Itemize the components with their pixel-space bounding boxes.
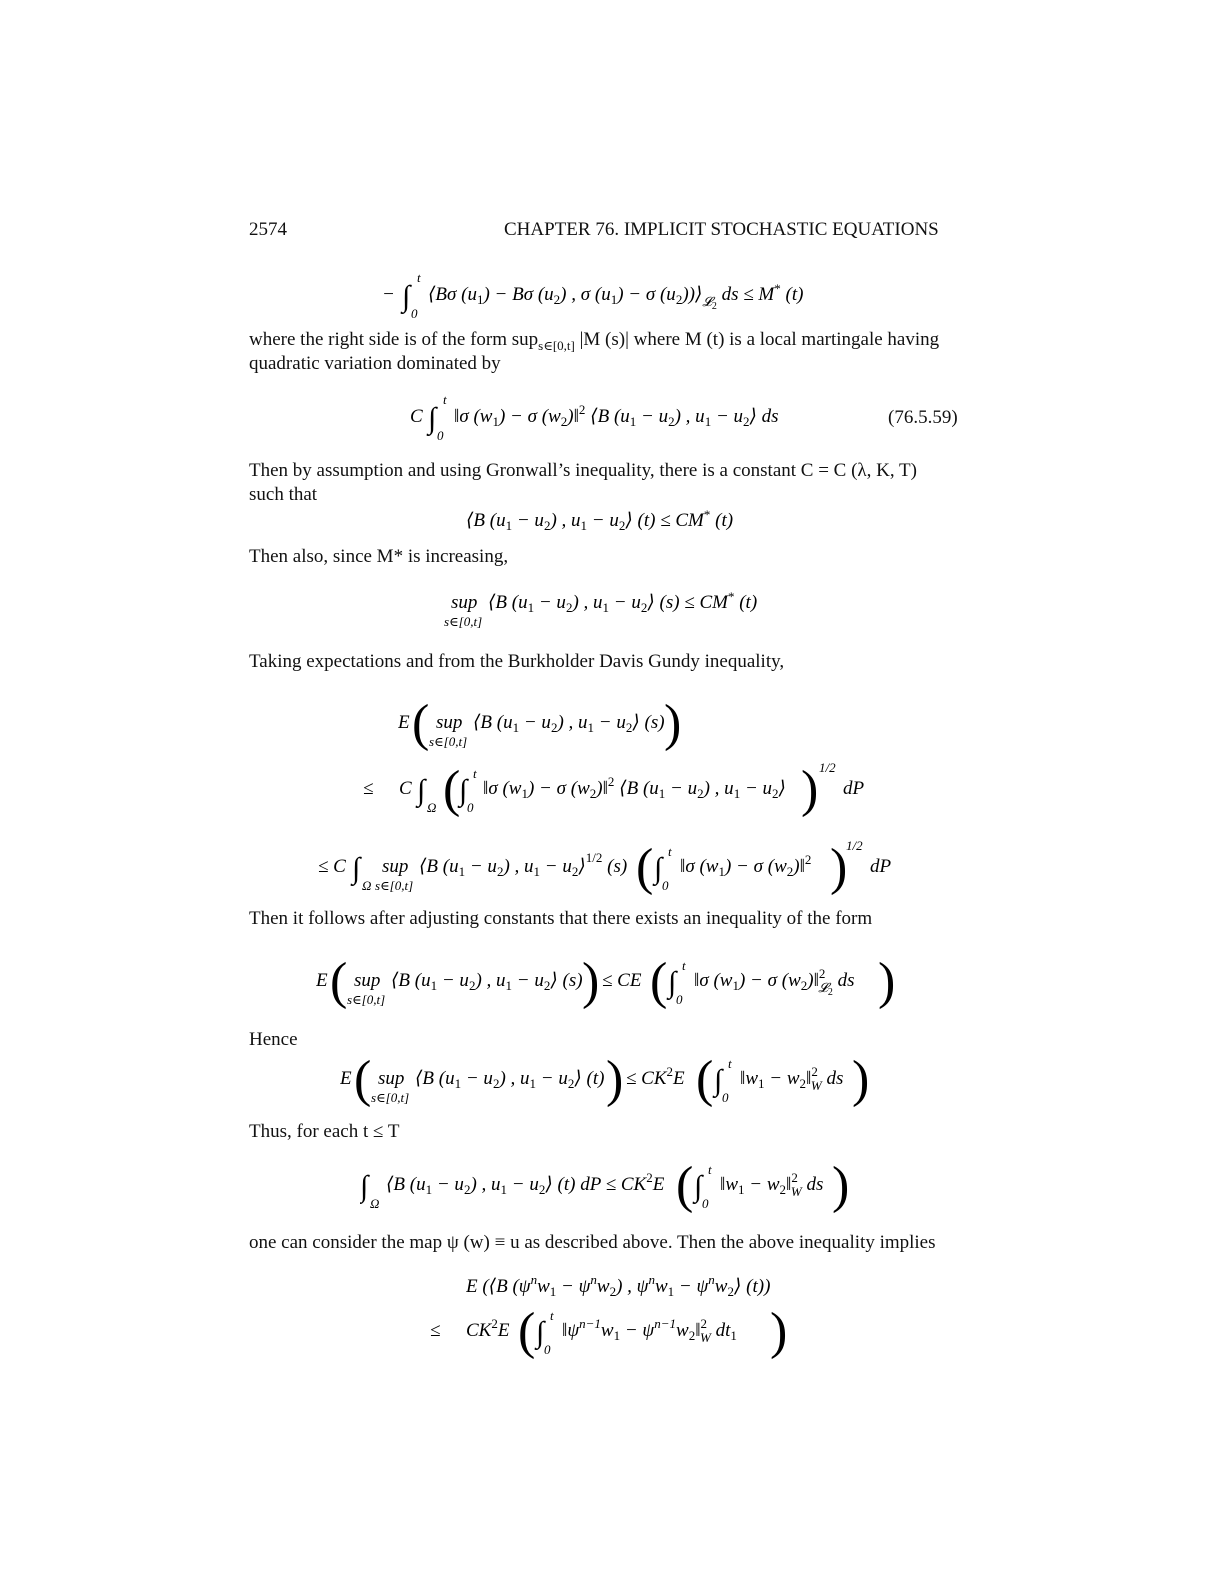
eq9-render bbox=[360, 1152, 860, 1218]
svg-text:≤: ≤ bbox=[430, 1320, 441, 1341]
svg-text:≤ CE: ≤ CE bbox=[602, 970, 642, 991]
svg-text:): ) bbox=[770, 1303, 788, 1360]
svg-text:∫: ∫ bbox=[654, 852, 663, 885]
svg-text:CK2E: $CK^2E$ bbox=[466, 1316, 510, 1341]
eq2-render bbox=[410, 394, 830, 444]
svg-text:∫: ∫ bbox=[428, 402, 437, 435]
svg-text:1/2: 1/2 bbox=[846, 838, 863, 853]
svg-text:t: t bbox=[550, 1308, 554, 1323]
svg-text:): ) bbox=[830, 839, 848, 896]
svg-text:‖σ (w1) − σ (w2)‖2𝓛2 ds: ‖σ $(w_1) - \sigma$ $(w_2)‖^2$ 𝓛2 ds bbox=[694, 966, 855, 998]
svg-text:0: 0 bbox=[676, 992, 683, 1007]
svg-text:): ) bbox=[664, 695, 682, 752]
svg-text:⟨B (u1 − u2) , u1 − u2⟩ (t): ⟨B $(u_1 - u_2)$ , $u_1$ − $u_2⟩$ (t) bbox=[415, 1068, 605, 1091]
svg-text:0: 0 bbox=[467, 800, 474, 815]
equation-3 bbox=[466, 504, 766, 538]
eq7-render bbox=[316, 946, 906, 1012]
svg-text:Ω: Ω bbox=[362, 878, 372, 893]
equation-10b bbox=[430, 1300, 810, 1362]
eq4-render bbox=[444, 586, 784, 636]
eq5b-render bbox=[363, 756, 883, 818]
svg-text:‖w1 − w2‖2W ds: $‖w_1$ − $w_2‖^2$ W ds bbox=[740, 1064, 844, 1093]
svg-text:Ω: Ω bbox=[370, 1196, 380, 1211]
svg-text:∫: ∫ bbox=[360, 1170, 369, 1203]
svg-text:∫: ∫ bbox=[536, 1316, 545, 1349]
svg-text:E: E bbox=[316, 970, 328, 991]
eq8-render bbox=[340, 1044, 880, 1110]
svg-text:dP: dP bbox=[870, 856, 892, 877]
svg-text:): ) bbox=[582, 953, 600, 1010]
sup-subscript: s∈[0,t] bbox=[538, 337, 575, 353]
svg-text:⟨Bσ (u1) − Bσ (u2) , σ (u1) −: ⟨Bσ $(u_1) - B\sigma$ $(u_2)$ , σ $(u_1) - \sigma$ $(u_2))⟩_𝓛2$ ds ≤ M* (t) bbox=[428, 281, 804, 312]
svg-text:): ) bbox=[801, 761, 819, 818]
svg-text:(: ( bbox=[443, 761, 461, 818]
svg-text:s∈[0,t]: s∈[0,t] bbox=[347, 992, 386, 1007]
svg-text:0: 0 bbox=[437, 428, 444, 443]
svg-text:s∈[0,t]: s∈[0,t] bbox=[371, 1090, 410, 1105]
svg-text:(: ( bbox=[330, 953, 348, 1010]
paragraph-6: Hence bbox=[249, 1029, 298, 1050]
svg-text:sup: sup bbox=[354, 970, 381, 991]
equation-5a bbox=[398, 690, 698, 756]
paragraph-2-line-1: Then by assumption and using Gronwall’s inequality, there is a constant C = C (λ, K, T) bbox=[249, 460, 917, 481]
paragraph-1-line-2: quadratic variation dominated by bbox=[249, 353, 501, 374]
svg-text:‖ψn−1w1 − ψn−1w2‖2W dt1: $‖\psi^{n-1}w_1$ − $\psi^{n-1}w_2‖^2$ W $dt_1$ bbox=[562, 1316, 737, 1345]
svg-text:⟨B (u1 − u2) , u1 − u2⟩ (t) dP: ⟨B $(u_1 - u_2)$ , $u_1$ − $u_2⟩$ (t) dP ≤ $CK^2E$ bbox=[386, 1170, 665, 1197]
svg-text:): ) bbox=[832, 1157, 850, 1214]
svg-text:s∈[0,t]: s∈[0,t] bbox=[375, 878, 414, 893]
equation-1 bbox=[382, 272, 842, 322]
svg-text:⟨B (u1 − u2) , u1 − u2⟩ (s): ⟨B $(u_1 - u_2)$ , $u_1$ − $u_2⟩$ (s) bbox=[391, 970, 583, 993]
paragraph-4: Taking expectations and from the Burkholder Davis Gundy inequality, bbox=[249, 651, 785, 672]
svg-text:∫: ∫ bbox=[417, 774, 426, 807]
svg-text:‖w1 − w2‖2W ds: $‖w_1$ − $w_2‖^2$ W ds bbox=[720, 1170, 824, 1199]
svg-text:∫: ∫ bbox=[402, 280, 411, 313]
svg-text:E: E bbox=[398, 712, 410, 733]
eq3-render bbox=[466, 504, 766, 538]
svg-text:⟨B (u1 − u2) , u1 − u2⟩1/2 (s): ⟨B $(u_1 - u_2)$ , $u_1$ − $u_2⟩^{1/2}$ (s) bbox=[419, 850, 628, 879]
svg-text:∫: ∫ bbox=[352, 852, 361, 885]
svg-text:sup: sup bbox=[382, 856, 409, 877]
svg-text:E: E bbox=[340, 1068, 352, 1089]
svg-text:⟨B (u1 − u2) , u1 − u2⟩ (t) ≤: ⟨B $(u_1 - u_2)$ , $u_1$ − $u_2⟩$ (t) ≤ CM* (t) bbox=[466, 507, 734, 533]
equation-6 bbox=[318, 832, 918, 898]
page-number: 2574 bbox=[249, 219, 287, 240]
svg-text:0: 0 bbox=[662, 878, 669, 893]
svg-text:(: ( bbox=[636, 839, 654, 896]
svg-text:∫: ∫ bbox=[668, 966, 677, 999]
svg-text:sup: sup bbox=[378, 1068, 405, 1089]
svg-text:t: t bbox=[728, 1056, 732, 1071]
svg-text:t: t bbox=[708, 1162, 712, 1177]
svg-text:(: ( bbox=[518, 1303, 536, 1360]
svg-text:0: 0 bbox=[702, 1196, 709, 1211]
equation-10a bbox=[466, 1268, 826, 1302]
svg-text:‖σ (w1) − σ (w2)‖2 ⟨B (u1 − u2: ‖σ $(w_1) - \sigma$ $(w_2)‖^2$ ⟨B $(u_1 - u_2)$ , $u_1$ − $u_2⟩$ bbox=[483, 774, 786, 801]
svg-text:(: ( bbox=[412, 695, 430, 752]
eq6-render bbox=[318, 832, 918, 898]
svg-text:C: C bbox=[410, 406, 423, 427]
svg-text:∫: ∫ bbox=[459, 774, 468, 807]
paragraph-2-line-2: such that bbox=[249, 484, 318, 505]
svg-text:dP: dP bbox=[843, 778, 865, 799]
equation-7 bbox=[316, 946, 906, 1012]
svg-text:−: − bbox=[382, 284, 395, 305]
svg-text:): ) bbox=[606, 1051, 624, 1108]
svg-text:∫: ∫ bbox=[714, 1064, 723, 1097]
svg-text:≤ CK2E: ≤ $CK^2E$ bbox=[626, 1064, 685, 1089]
equation-5b bbox=[363, 756, 883, 818]
svg-text:(: ( bbox=[696, 1051, 714, 1108]
paragraph-5: Then it follows after adjusting constants that there exists an inequality of the form bbox=[249, 908, 873, 929]
svg-text:): ) bbox=[852, 1051, 870, 1108]
equation-9 bbox=[360, 1152, 860, 1218]
svg-text:(: ( bbox=[650, 953, 668, 1010]
svg-text:1/2: 1/2 bbox=[819, 760, 836, 775]
svg-text:s∈[0,t]: s∈[0,t] bbox=[429, 734, 468, 749]
equation-number: (76.5.59) bbox=[888, 407, 958, 428]
svg-text:‖σ (w1) − σ (w2)‖2: ‖σ $(w_1) - \sigma$ $(w_2)‖^2$ bbox=[680, 852, 812, 879]
chapter-title: CHAPTER 76. IMPLICIT STOCHASTIC EQUATIONS bbox=[504, 219, 939, 240]
eq10b-render bbox=[430, 1300, 810, 1362]
svg-text:sup: sup bbox=[436, 712, 463, 733]
svg-text:∫: ∫ bbox=[694, 1170, 703, 1203]
svg-text:≤: ≤ bbox=[363, 778, 374, 799]
svg-text:t: t bbox=[417, 272, 421, 285]
equation-4 bbox=[444, 586, 784, 636]
eq10a-render bbox=[466, 1268, 826, 1302]
paragraph-8: one can consider the map ψ (w) ≡ u as described above. Then the above inequality implies bbox=[249, 1232, 936, 1253]
svg-text:0: 0 bbox=[722, 1090, 729, 1105]
svg-text:Ω: Ω bbox=[427, 800, 437, 815]
svg-text:t: t bbox=[473, 766, 477, 781]
svg-text:⟨B (u1 − u2) , u1 − u2⟩ (s): ⟨B $(u_1 - u_2)$ , $u_1$ − $u_2⟩$ (s) bbox=[473, 712, 665, 735]
svg-text:≤ C: ≤ C bbox=[318, 856, 346, 877]
eq1-render bbox=[382, 272, 842, 322]
eq5a-render bbox=[398, 690, 698, 756]
paragraph-7: Thus, for each t ≤ T bbox=[249, 1121, 400, 1142]
svg-text:sup: sup bbox=[451, 592, 478, 613]
svg-text:(: ( bbox=[676, 1157, 694, 1214]
svg-text:⟨B (u1 − u2) , u1 − u2⟩ (s) ≤: ⟨B $(u_1 - u_2)$ , $u_1$ − $u_2⟩$ (s) ≤ CM* (t) bbox=[488, 589, 758, 615]
svg-text:t: t bbox=[668, 844, 672, 859]
equation-2 bbox=[410, 394, 830, 444]
svg-text:‖σ (w1) − σ (w2)‖2 ⟨B (u1 − u2: ‖σ $(w_1) - \sigma$ $(w_2)‖^2$ ⟨B $(u_1 - u_2)$ , $u_1$ − $u_2⟩$ ds bbox=[454, 402, 779, 429]
paragraph-1-line-1: where the right side is of the form sup$_{s\in[0,t]}$ |M (s)| where M (t) is a local martingale having bbox=[249, 329, 940, 353]
equation-8 bbox=[340, 1044, 880, 1110]
svg-text:t: t bbox=[682, 958, 686, 973]
paragraph-3: Then also, since M* is increasing, bbox=[249, 546, 509, 567]
svg-text:s∈[0,t]: s∈[0,t] bbox=[444, 614, 483, 629]
svg-text:0: 0 bbox=[544, 1342, 551, 1357]
svg-text:(: ( bbox=[354, 1051, 372, 1108]
svg-text:C: C bbox=[399, 778, 412, 799]
svg-text:0: 0 bbox=[411, 306, 418, 321]
svg-text:E (⟨B (ψnw1 − ψnw2) , ψnw1 − ψ: E (⟨B $(\psi^nw_1 - \psi^nw_2)$ , $\psi^nw_1$ − $\psi^nw_2⟩$ (t)) bbox=[466, 1272, 771, 1299]
svg-text:t: t bbox=[443, 394, 447, 407]
svg-text:): ) bbox=[878, 953, 896, 1010]
